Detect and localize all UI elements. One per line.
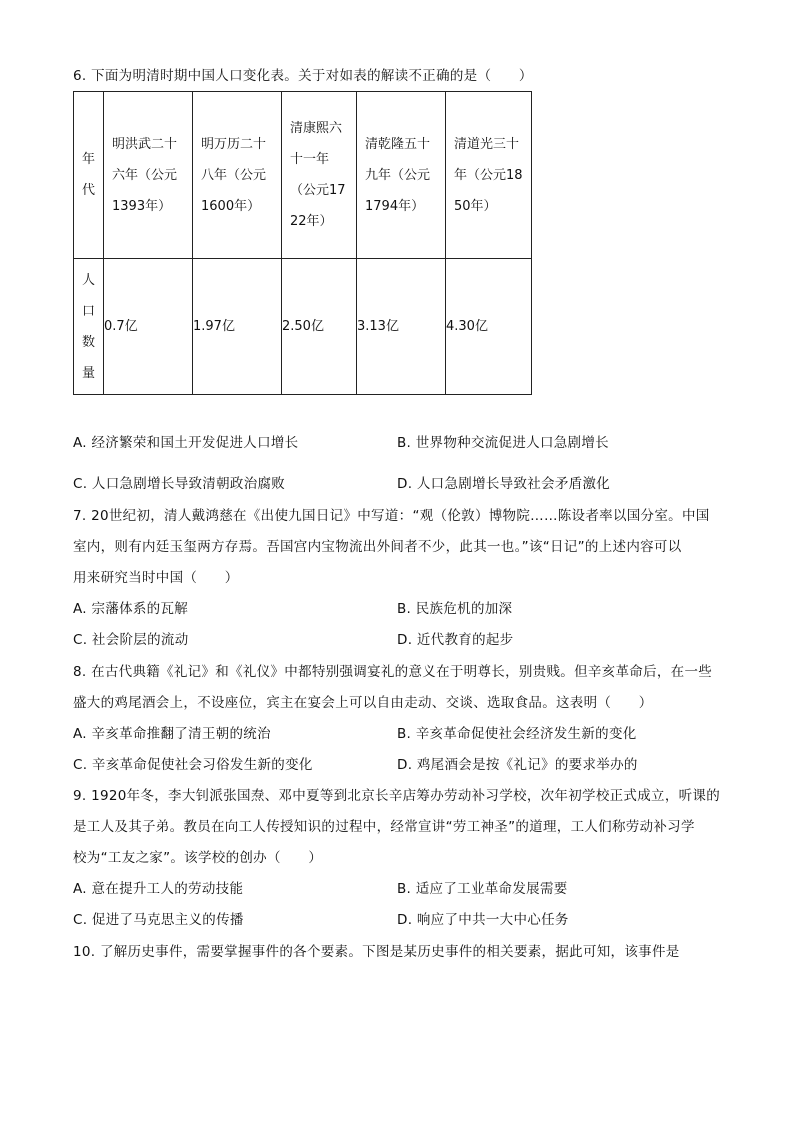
q10-stem: 10. 了解历史事件，需要掌握事件的各个要素。下图是某历史事件的相关要素，据此可知，该事件是: [73, 944, 680, 960]
q8-line-1: 8. 在古代典籍《礼记》和《礼仪》中都特别强调宴礼的意义在于明尊长，别贵贱。但辛亥革命后，在一些: [73, 664, 713, 680]
q8-line-2: 盛大的鸡尾酒会上，不设座位，宾主在宴会上可以自由走动、交谈、选取食品。这表明（ ）: [73, 695, 653, 711]
population-table: [73, 91, 532, 395]
q9-option-d[interactable]: D. 响应了中共一大中心任务: [397, 912, 569, 928]
q9-line-3: 校为“工友之家”。该学校的创办（ ）: [73, 850, 323, 866]
row-header-population: 人 口 数 量: [74, 259, 104, 395]
q9-option-b[interactable]: B. 适应了工业革命发展需要: [397, 881, 568, 897]
q8-option-d[interactable]: D. 鸡尾酒会是按《礼记》的要求举办的: [397, 757, 638, 773]
q8-option-b[interactable]: B. 辛亥革命促使社会经济发生新的变化: [397, 726, 637, 742]
q6-option-b[interactable]: B. 世界物种交流促进人口急剧增长: [397, 435, 609, 451]
year-cell: 明洪武二十六年（公元1393年）: [104, 92, 193, 259]
year-cell: 清康熙六十一年（公元1722年）: [282, 92, 357, 259]
year-cell: 清乾隆五十九年（公元1794年）: [357, 92, 446, 259]
population-cell: 3.13亿: [357, 259, 446, 395]
q9-line-1: 9. 1920年冬，李大钊派张国焘、邓中夏等到北京长辛店筹办劳动补习学校，次年初学校正式成立，听课的: [73, 788, 721, 804]
q9-option-a[interactable]: A. 意在提升工人的劳动技能: [73, 881, 244, 897]
table-row-years: [74, 92, 532, 259]
population-cell: 0.7亿: [104, 259, 193, 395]
q6-stem: 6. 下面为明清时期中国人口变化表。关于对如表的解读不正确的是（ ）: [73, 68, 533, 84]
q7-option-b[interactable]: B. 民族危机的加深: [397, 601, 513, 617]
q7-option-c[interactable]: C. 社会阶层的流动: [73, 632, 189, 648]
population-cell: 1.97亿: [193, 259, 282, 395]
q9-option-c[interactable]: C. 促进了马克思主义的传播: [73, 912, 244, 928]
q6-option-d[interactable]: D. 人口急剧增长导致社会矛盾激化: [397, 476, 611, 492]
q6-option-c[interactable]: C. 人口急剧增长导致清朝政治腐败: [73, 476, 286, 492]
q7-line-1: 7. 20世纪初，清人戴鸿慈在《出使九国日记》中写道：“观（伦敦）博物院……陈设者率以国分室。中国: [73, 508, 710, 524]
row-header-years: 年 代: [74, 92, 104, 259]
q6-option-a[interactable]: A. 经济繁荣和国土开发促进人口增长: [73, 435, 299, 451]
q7-option-a[interactable]: A. 宗藩体系的瓦解: [73, 601, 189, 617]
q7-option-d[interactable]: D. 近代教育的起步: [397, 632, 514, 648]
q7-line-2: 室内，则有内廷玉玺两方存焉。吾国宫内宝物流出外间者不少，此其一也。”该“日记”的上述内容可以: [73, 539, 682, 555]
population-cell: 2.50亿: [282, 259, 357, 395]
table-row-population: [74, 259, 532, 395]
population-cell: 4.30亿: [446, 259, 532, 395]
year-cell: 明万历二十八年（公元1600年）: [193, 92, 282, 259]
q7-line-3: 用来研究当时中国（ ）: [73, 570, 239, 586]
q9-line-2: 是工人及其子弟。教员在向工人传授知识的过程中，经常宣讲“劳工神圣”的道理，工人们称劳动补习学: [73, 819, 695, 835]
q8-option-a[interactable]: A. 辛亥革命推翻了清王朝的统治: [73, 726, 271, 742]
q8-option-c[interactable]: C. 辛亥革命促使社会习俗发生新的变化: [73, 757, 313, 773]
year-cell: 清道光三十年（公元1850年）: [446, 92, 532, 259]
